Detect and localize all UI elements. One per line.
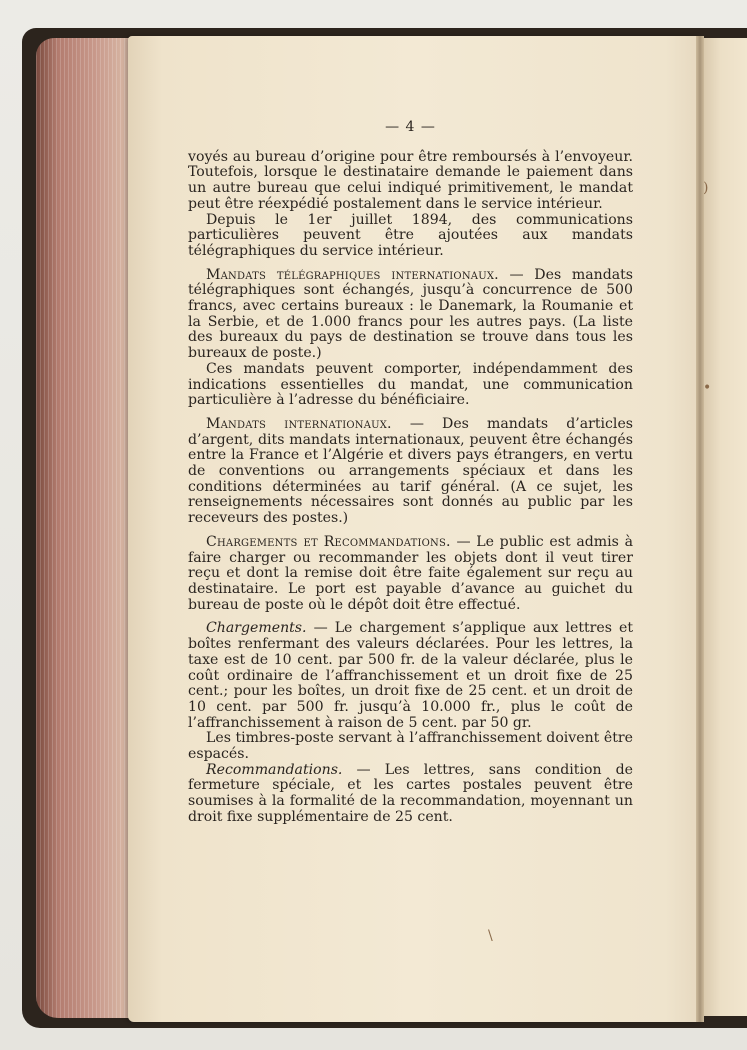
paragraph [188,150,633,213]
section-heading: Mandats télégraphiques internationaux. [206,266,499,283]
paragraph [188,535,633,614]
page-number: — 4 — [385,119,436,135]
paragraph [188,362,633,409]
facing-page-edge [703,38,747,1016]
paragraph [188,731,633,762]
paper-mark: • [703,380,712,396]
paragraph-text: Depuis le 1er juillet 1894, des communications particulières peuvent être ajoutées aux mandats télégraphiques du service intérieur. [188,211,633,259]
paragraph-text: — Le public est admis à faire charger ou recommander les objets dont il veut tirer reçu et dont la remise doit être faite également sur reçu au destinataire. Le port est payable d’avance au guichet du bureau de poste où le dépôt doit être effectué. [188,533,633,613]
section-heading: Mandats internationaux. [206,415,392,432]
paragraph [188,763,633,826]
paragraph-text: voyés au bureau d’origine pour être remboursés à l’envoyeur. Toutefois, lorsque le destinataire demande le paiement dans un autre bureau que celui indiqué primitivement, le mandat peut être réexpédié postalement dans le service intérieur. [188,148,633,212]
paper-mark: ) [703,180,709,196]
paragraph-text: Ces mandats peuvent comporter, indépendamment des indications essentielles du mandat, une communication particulière à l’adresse du bénéficiaire. [188,360,633,409]
paragraph-text: Les timbres-poste servant à l’affranchissement doivent être espacés. [188,730,633,763]
paragraph [188,417,633,527]
paragraph-text: — Le chargement s’applique aux lettres et boîtes renfermant des valeurs déclarées. Pour les lettres, la taxe est de 10 cent. par 500 fr. de la valeur déclarée, plus le coût ordinaire de l’affranchissement et un droit fixe de 25 cent.; pour les boîtes, un droit fixe de 25 cent. et un droit de 10 cent. par 500 fr. jusqu’à 10.000 fr., plus le coût de l’affranchissement à raison de 5 cent. par 50 gr. [188,620,634,731]
paragraph-text: — Des mandats télégraphiques sont échangés, jusqu’à concurrence de 500 francs, avec certains bureaux : le Danemark, la Roumanie et la Serbie, et de 1.000 francs pour les autres pays. (La liste des bureaux du pays de destination se trouve dans tous les bureaux de poste.) [188,266,634,362]
paragraph-text: — Des mandats d’articles d’argent, dits mandats internationaux, peuvent être échangés entre la France et l’Algérie et divers pays étrangers, en vertu de conventions ou arrangements spéciaux et dans les conditions déterminées au tarif général. (A ce sujet, les renseignements nécessaires sont donnés au public par les receveurs des postes.) [188,415,634,527]
paper-mark: \ [488,928,493,944]
section-heading: Recommandations. [206,761,343,778]
section-heading: Chargements. [206,620,307,637]
paragraph [188,213,633,260]
paragraph [188,621,633,731]
paragraph-text: — Les lettres, sans condition de fermeture spéciale, et les cartes postales peuvent être soumises à la formalité de la recommandation, moyennant un droit fixe supplémentaire de 25 cent. [188,761,633,825]
page-text [188,120,633,826]
section-heading: Chargements et Recommandations. [206,533,451,550]
paragraph [188,268,633,362]
